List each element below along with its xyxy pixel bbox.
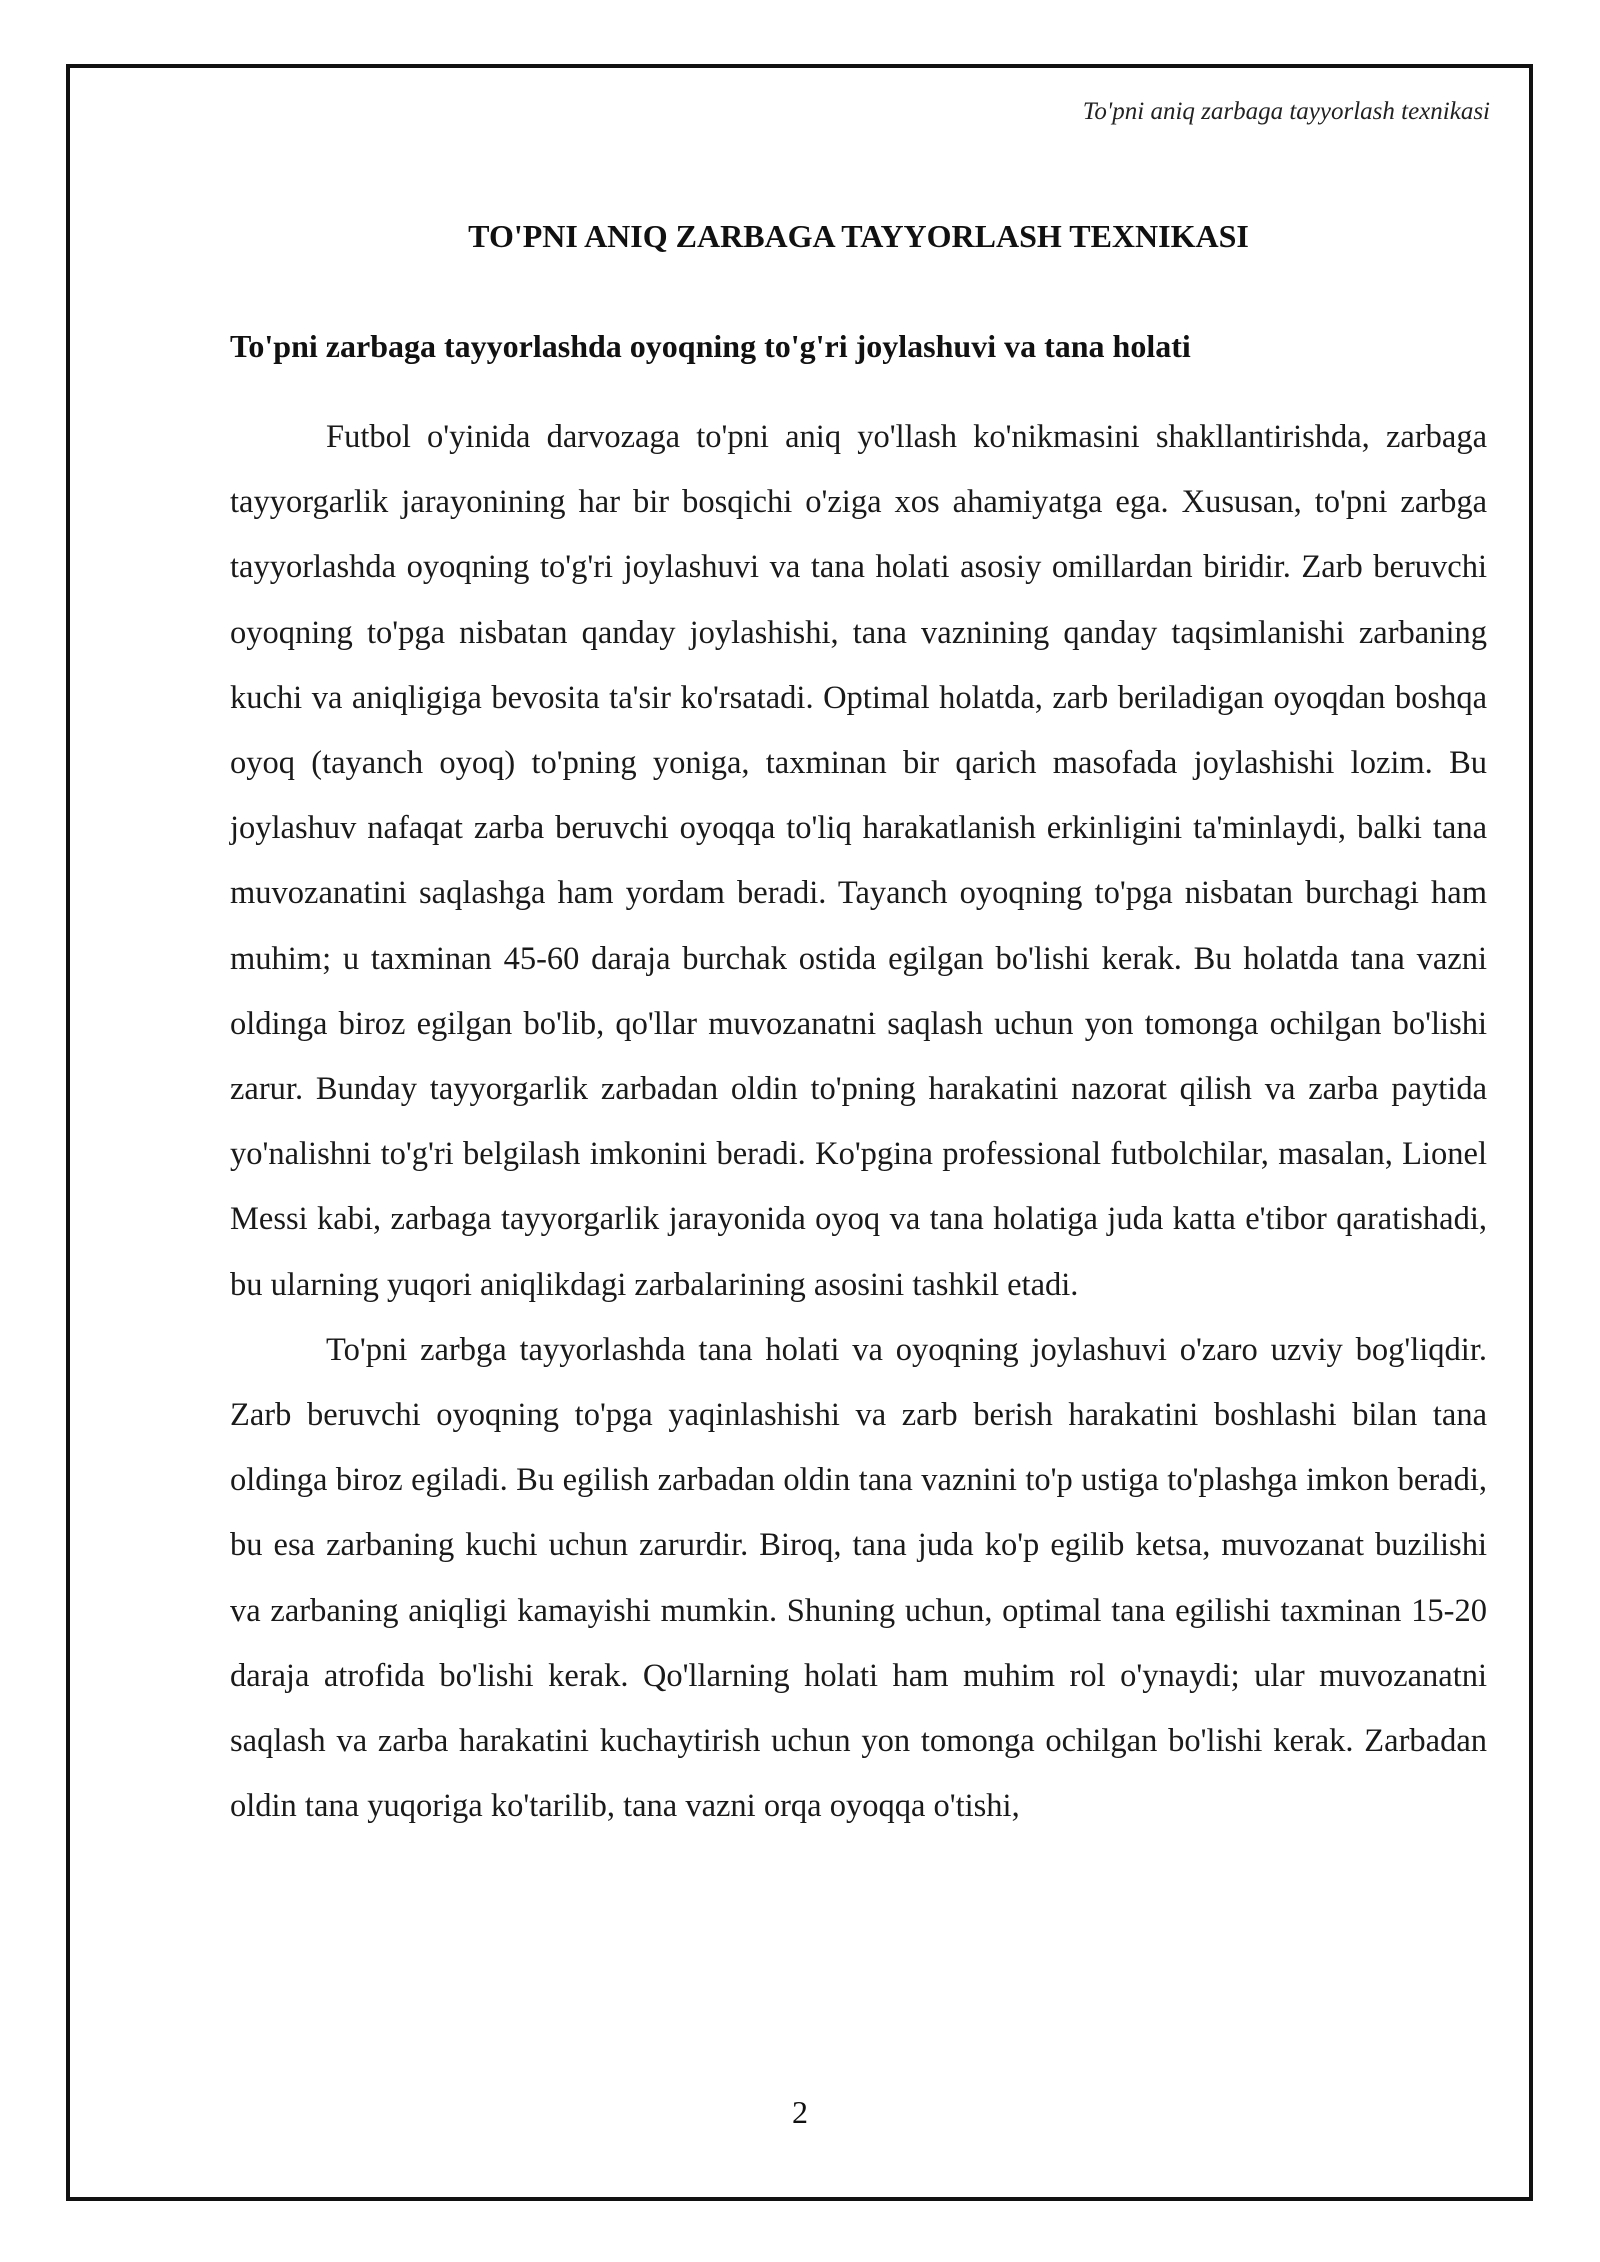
page-number: 2	[792, 2094, 808, 2130]
running-header: To'pni aniq zarbaga tayyorlash texnikasi	[1082, 98, 1490, 125]
section-heading: To'pni zarbaga tayyorlashda oyoqning to'g'ri joylashuvi va tana holati	[230, 328, 1191, 364]
page-title: TO'PNI ANIQ ZARBAGA TAYYORLASH TEXNIKASI	[468, 218, 1249, 254]
paragraph: To'pni zarbga tayyorlashda tana holati va oyoqning joylashuvi o'zaro uzviy bog'liqdir. Zarb beruvchi oyoqning to'pga yaqinlashishi va zarb berish harakatini boshlashi bilan tana oldinga biroz egiladi. Bu egilish zarbadan oldin tana vaznini to'p ustiga to'plashga imkon beradi, bu esa zarbaning kuchi uchun zarurdir. Biroq, tana juda ko'p egilib ketsa, muvozanat buzilishi va zarbaning aniqligi kamayishi mumkin. Shuning uchun, optimal tana egilishi taxminan 15-20 daraja atrofida bo'lishi kerak. Qo'llarning holati ham muhim rol o'ynaydi; ular muvozanatni saqlash va zarba harakatini kuchaytirish uchun yon tomonga ochilgan bo'lishi kerak. Zarbadan oldin tana yuqoriga ko'tarilib, tana vazni orqa oyoqqa o'tishi,	[230, 1331, 1487, 1825]
body-text	[230, 405, 1487, 1839]
paragraph: Futbol o'yinida darvozaga to'pni aniq yo'llash ko'nikmasini shakllantirishda, zarbaga tayyorgarlik jarayonining har bir bosqichi o'ziga xos ahamiyatga ega. Xususan, to'pni zarbga tayyorlashda oyoqning to'g'ri joylashuvi va tana holati asosiy omillardan biridir. Zarb beruvchi oyoqning to'pga nisbatan qanday joylashishi, tana vaznining qanday taqsimlanishi zarbaning kuchi va aniqligiga bevosita ta'sir ko'rsatadi. Optimal holatda, zarb beriladigan oyoqdan boshqa oyoq (tayanch oyoq) to'pning yoniga, taxminan bir qarich masofada joylashishi lozim. Bu joylashuv nafaqat zarba beruvchi oyoqqa to'liq harakatlanish erkinligini ta'minlaydi, balki tana muvozanatini saqlashga ham yordam beradi. Tayanch oyoqning to'pga nisbatan burchagi ham muhim; u taxminan 45-60 daraja burchak ostida egilgan bo'lishi kerak. Bu holatda tana vazni oldinga biroz egilgan bo'lib, qo'llar muvozanatni saqlash uchun yon tomonga ochilgan bo'lishi zarur. Bunday tayyorgarlik zarbadan oldin to'pning harakatini nazorat qilish va zarba paytida yo'nalishni to'g'ri belgilash imkonini beradi. Ko'pgina professional futbolchilar, masalan, Lionel Messi kabi, zarbaga tayyorgarlik jarayonida oyoq va tana holatiga juda katta e'tibor qaratishadi, bu ularning yuqori aniqlikdagi zarbalarining asosini tashkil etadi.	[230, 419, 1487, 1303]
